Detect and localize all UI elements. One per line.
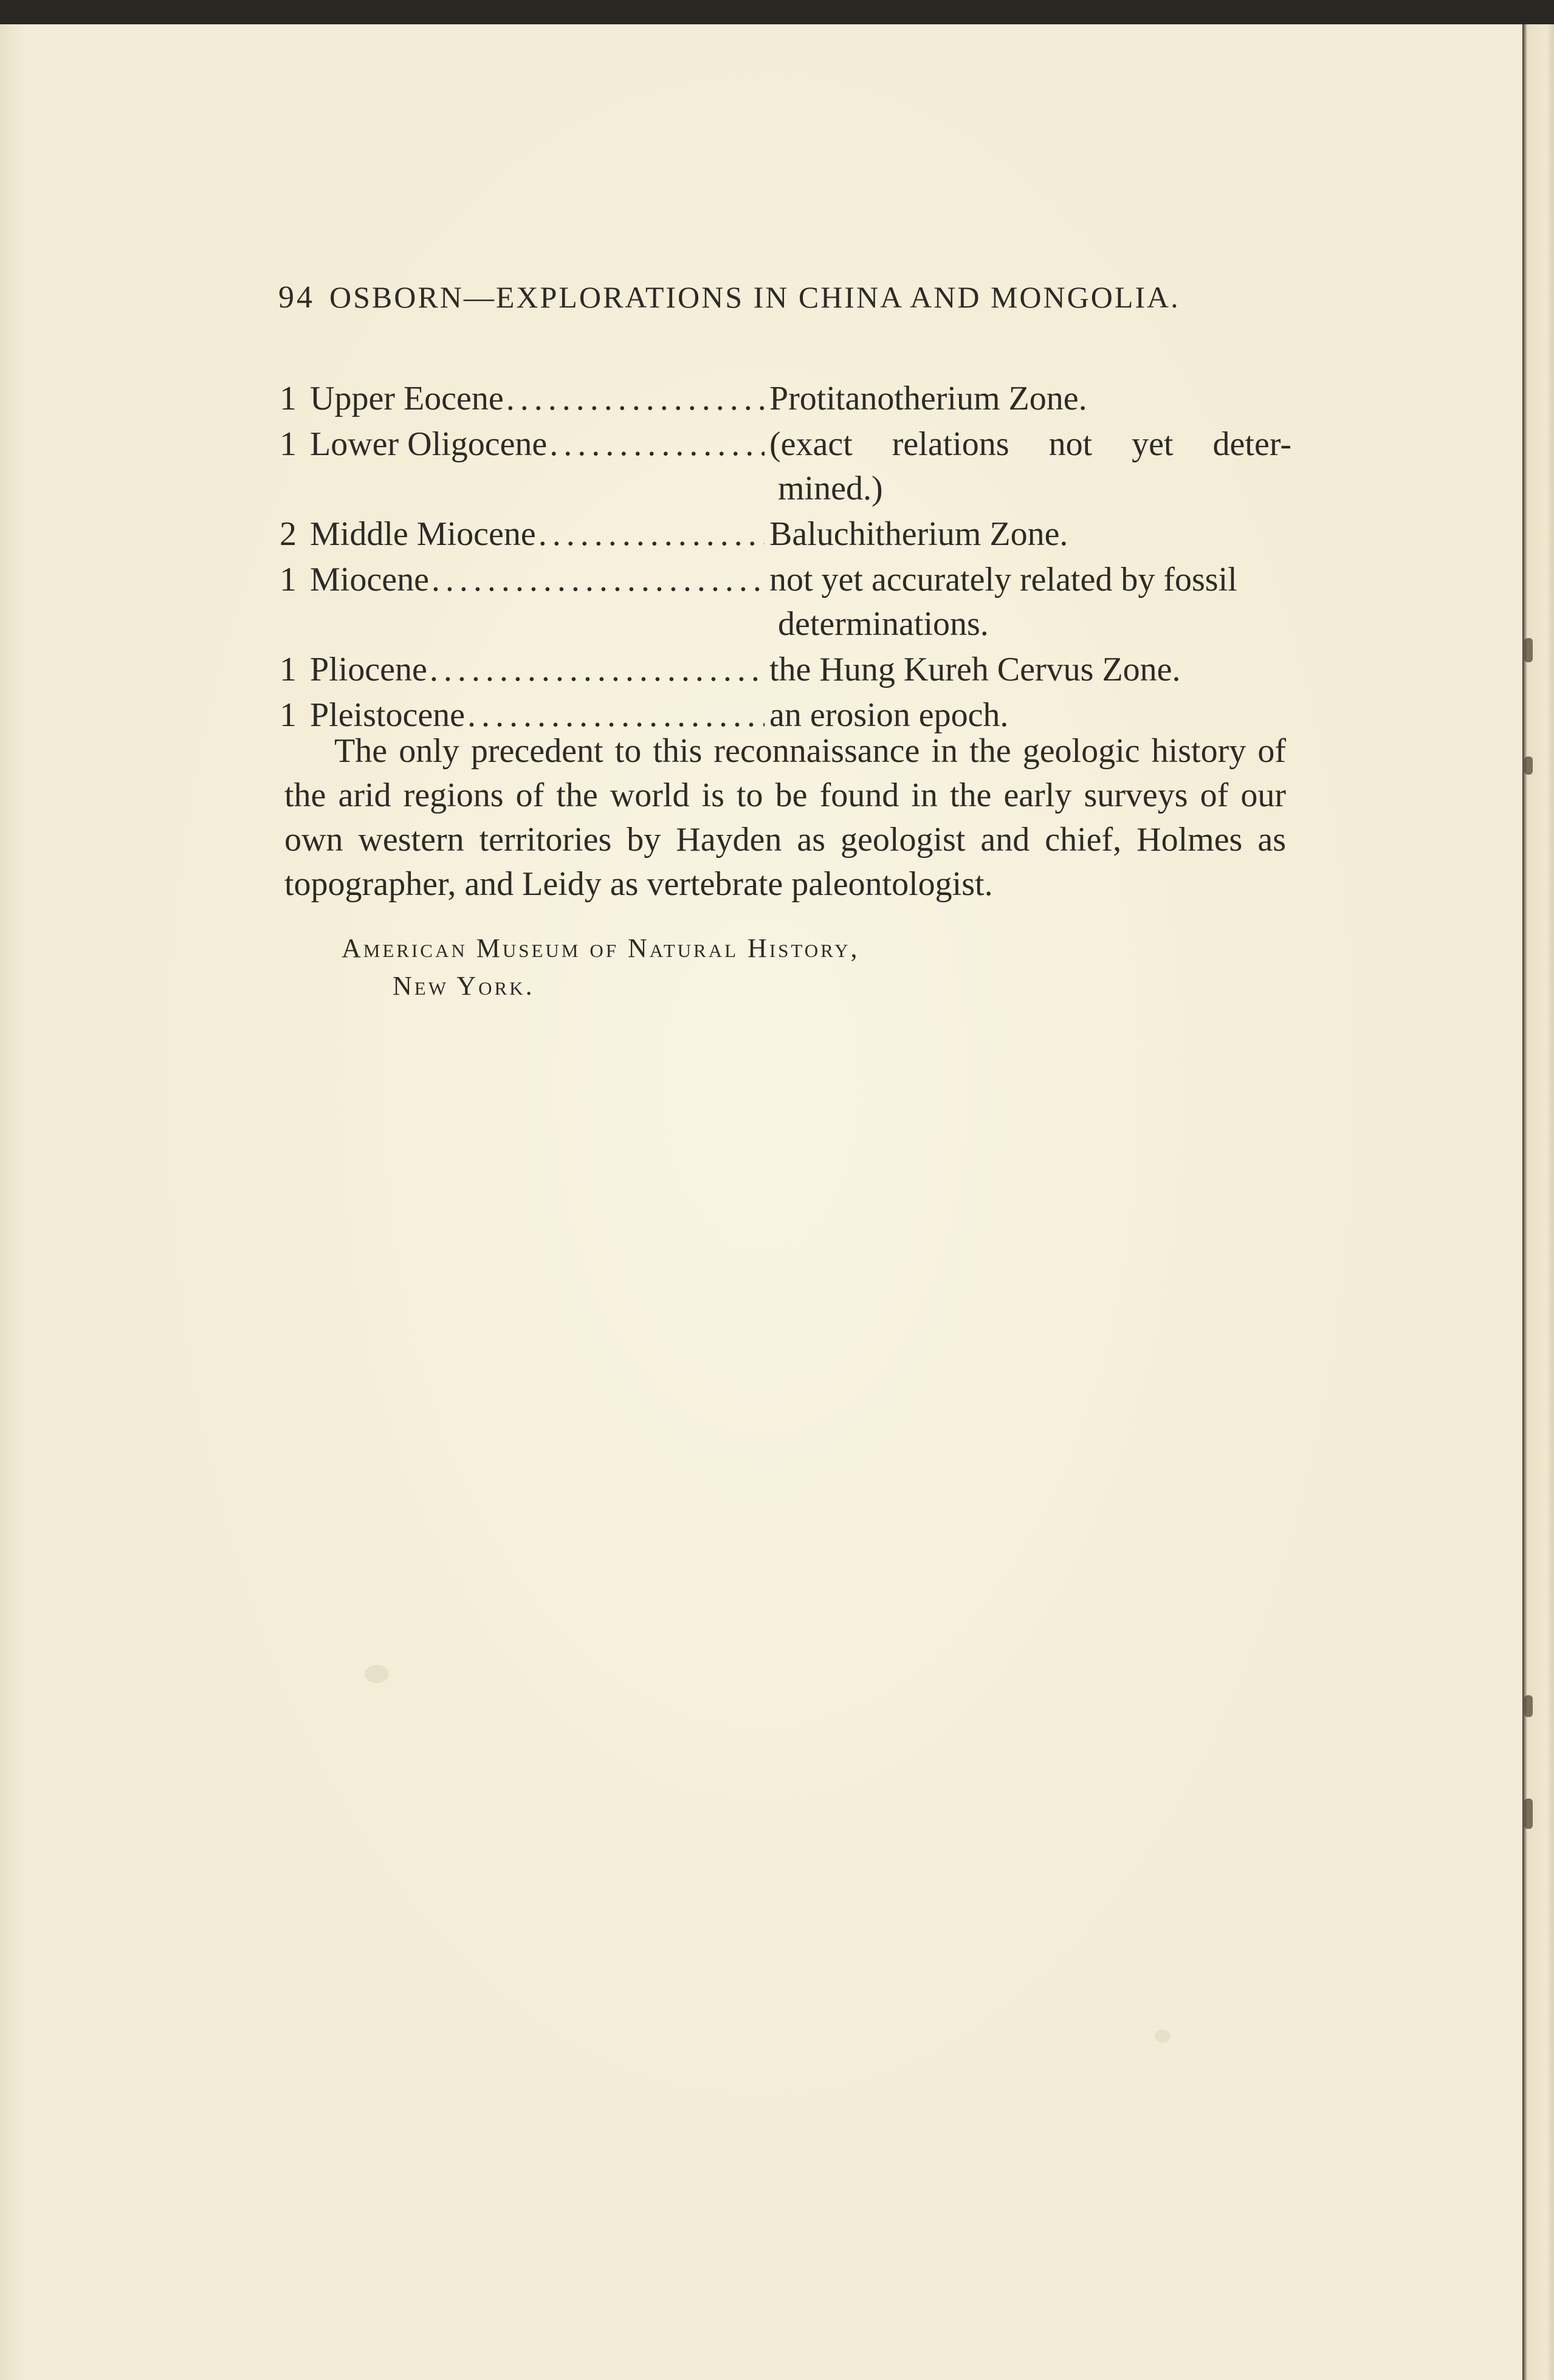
strata-row [280, 558, 1291, 646]
strata-row [280, 512, 1291, 557]
institution-signoff [342, 930, 860, 1005]
page-edge-mark [1524, 756, 1533, 775]
strata-description-continued: mined.) [778, 470, 883, 507]
strata-name: Pliocene [310, 651, 427, 688]
page-edge-mark [1524, 1799, 1533, 1829]
strata-description: Protitanotherium Zone. [769, 380, 1087, 417]
running-head [278, 279, 1180, 315]
running-title: OSBORN—EXPLORATIONS IN CHINA AND MONGOLIA. [329, 280, 1180, 314]
page-number: 94 [278, 280, 315, 315]
strata-name: Pleistocene [310, 696, 466, 734]
strata-name: Middle Miocene [310, 515, 536, 553]
signoff-institution: American Museum of Natural History, [342, 933, 860, 963]
strata-count: 1 [280, 651, 297, 688]
leader-dots [504, 377, 765, 421]
leader-dots [547, 422, 765, 467]
strata-row [280, 377, 1291, 421]
leader-dots [427, 648, 765, 692]
strata-description-continued: determinations. [778, 605, 989, 643]
strata-count: 1 [280, 561, 297, 598]
strata-description: an erosion epoch. [769, 696, 1009, 734]
strata-row [280, 648, 1291, 692]
signoff-city: New York. [393, 971, 535, 1001]
strata-count: 1 [280, 425, 297, 463]
strata-description: the Hung Kureh Cervus Zone. [769, 651, 1181, 688]
page-edge-mark [1524, 638, 1533, 662]
body-paragraph: The only precedent to this reconnaissance in the geologic history of the arid regions of the world is to be found in the early surveys of our own western territories by Hayden as geologist and chief, Holmes as topographer, and Leidy as vertebrate paleontologist. [284, 732, 1286, 903]
strata-count: 2 [280, 515, 297, 553]
strata-description: not yet accurately related by fossil [769, 561, 1237, 598]
strata-count: 1 [280, 696, 297, 734]
page-edge-mark [1524, 1695, 1533, 1717]
next-leaf-edge [1522, 24, 1554, 2380]
strata-name: Miocene [310, 561, 429, 598]
strata-row [280, 422, 1291, 511]
strata-count: 1 [280, 380, 297, 417]
leader-dots [536, 512, 765, 557]
strata-description: Baluchitherium Zone. [769, 515, 1068, 553]
strata-name: Lower Oligocene [310, 425, 548, 463]
paper-stain [365, 1665, 389, 1683]
leader-dots [429, 558, 765, 602]
strata-list [280, 377, 1291, 739]
strata-description: (exact relations not yet deter- [769, 425, 1291, 463]
paper-stain [1155, 2029, 1171, 2043]
strata-name: Upper Eocene [310, 380, 504, 417]
